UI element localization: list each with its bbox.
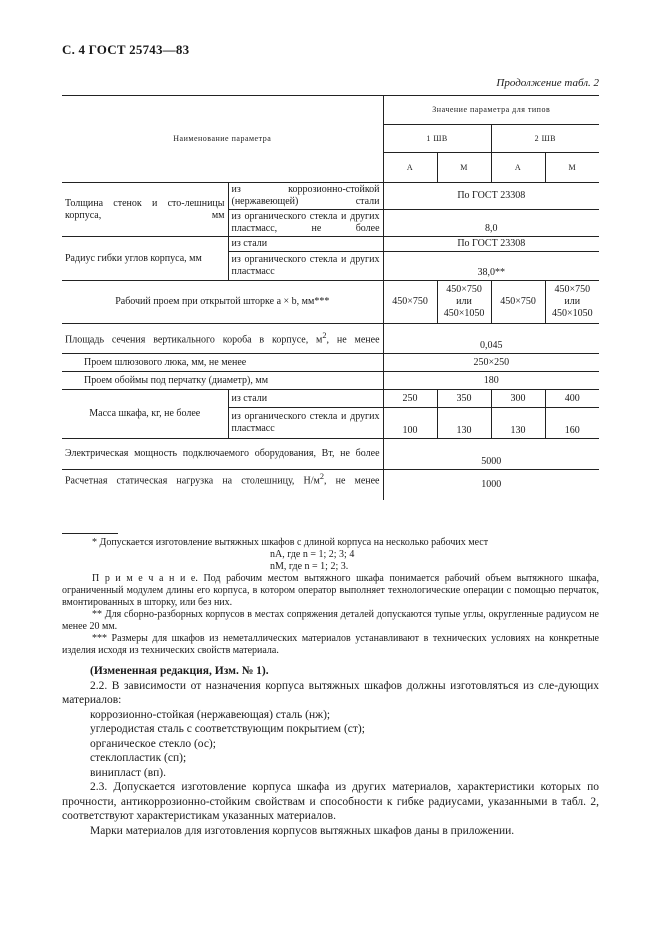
row-radius-steel-label: из стали — [228, 237, 383, 252]
row-section-area-value: 0,045 — [383, 324, 599, 354]
material-1: коррозионно-стойкая (нержавеющая) сталь (нж); — [90, 708, 331, 721]
paragraph-2-2: 2.2. В зависимости от назначения корпуса вытяжных шкафов должны изготовляться из сле-дующих материалов: — [62, 679, 599, 706]
row-load-name-b: , не менее — [324, 475, 380, 487]
paragraph-2-3: 2.3. Допускается изготовление корпуса шкафа из других материалов, характеристики которых по прочности, антикоррозионно-стойким свойствам и способности к гибке радиусами, указанными в табл. 2, соответствуют характеристикам указанных материалов. — [62, 781, 599, 822]
row-radius-plastic-label: из органического стекла и других пластмасс — [228, 252, 383, 281]
material-2: углеродистая сталь с соответствующим покрытием (ст); — [90, 723, 365, 735]
footnote-separator — [62, 533, 118, 534]
material-4: стеклопластик (сп); — [90, 752, 187, 764]
row-section-area-name — [62, 324, 383, 354]
row-mass-plastic-1a: 100 — [383, 408, 437, 439]
row-opening-name: Рабочий проем при открытой шторке a × b, мм*** — [62, 281, 383, 324]
row-mass-name: Масса шкафа, кг, не более — [62, 390, 228, 439]
row-load-name-a: Расчетная статическая нагрузка на столешницу, Н/м — [65, 475, 320, 487]
row-opening-1m-line1: 450×750 — [446, 284, 482, 295]
row-thickness-plastic-value: 8,0 — [383, 210, 599, 237]
row-load-name — [62, 470, 383, 500]
row-thickness-steel-value: По ГОСТ 23308 — [383, 183, 599, 210]
row-opening-1m-line2: или — [456, 296, 472, 307]
row-radius-plastic-value: 38,0** — [383, 252, 599, 281]
row-radius-steel-value: По ГОСТ 23308 — [383, 237, 599, 252]
note-text: Под рабочим местом вытяжного шкафа понимается рабочий объем вытяжного шкафа, ограниченный модулем длины его корпуса, в котором оператор выполняет технологические операции с помощью перчаток, вмонтированных в шторку, или без них. — [62, 573, 599, 608]
row-power-value: 5000 — [383, 439, 599, 470]
footnote-2: ** Для сборно-разборных корпусов в местах сопряжения деталей допускаются тупые углы, округленные радиусом не менее 20 мм. — [62, 609, 599, 632]
row-airlock-name: Проем шлюзового люка, мм, не менее — [62, 354, 383, 372]
row-mass-plastic-1m: 130 — [437, 408, 491, 439]
header-type-2: 2 ШВ — [491, 125, 599, 153]
row-opening-2m — [545, 281, 599, 324]
body-text — [62, 664, 599, 838]
row-opening-1m — [437, 281, 491, 324]
table-continuation-label: Продолжение табл. 2 — [496, 77, 599, 89]
row-mass-steel-1a: 250 — [383, 390, 437, 408]
footnote-1-formula-a: nА, где n = 1; 2; 3; 4 — [270, 549, 355, 560]
row-opening-2a: 450×750 — [491, 281, 545, 324]
footnotes — [62, 537, 599, 657]
row-mass-steel-1m: 350 — [437, 390, 491, 408]
page-header: С. 4 ГОСТ 25743—83 — [62, 42, 190, 57]
header-sub-m: М — [545, 153, 599, 183]
row-opening-2m-line1: 450×750 — [554, 284, 591, 295]
footnote-3: *** Размеры для шкафов из неметаллических материалов устанавливают в технических условиях на конкретные изделия исходя из технических свойств материала. — [62, 633, 599, 656]
row-mass-plastic-2m: 160 — [545, 408, 599, 439]
note — [62, 573, 599, 609]
header-type-1: 1 ШВ — [383, 125, 491, 153]
row-mass-plastic-2a: 130 — [491, 408, 545, 439]
paragraph-appendix: Марки материалов для изготовления корпусов вытяжных шкафов даны в приложении. — [90, 824, 515, 837]
row-airlock-value: 250×250 — [383, 354, 599, 372]
row-glove-port-value: 180 — [383, 372, 599, 390]
row-glove-port-name: Проем обоймы под перчатку (диаметр), мм — [62, 372, 383, 390]
header-sub-a: А — [491, 153, 545, 183]
material-3: органическое стекло (ос); — [90, 737, 216, 750]
row-thickness-plastic-label: из органического стекла и других пластмасс, не более — [228, 210, 383, 237]
row-mass-plastic-label: из органического стекла и других пластмасс — [228, 408, 383, 439]
row-mass-steel-label: из стали — [228, 390, 383, 408]
row-opening-2m-line2: или — [564, 296, 581, 307]
row-section-area-name-sup: 2 — [322, 331, 327, 341]
footnote-1-formula-m: nМ, где n = 1; 2; 3. — [270, 561, 349, 572]
footnote-1: * Допускается изготовление вытяжных шкафов с длиной корпуса на несколько рабочих мест — [92, 537, 489, 548]
row-mass-steel-2a: 300 — [491, 390, 545, 408]
parameters-table — [62, 95, 599, 500]
row-opening-1m-line3: 450×1050 — [443, 308, 485, 319]
row-opening-1a: 450×750 — [383, 281, 437, 324]
header-param-name: Наименование параметра — [62, 96, 383, 183]
note-label: П р и м е ч а н и е. — [92, 573, 198, 584]
row-section-area-name-b: , не менее — [326, 334, 380, 346]
row-section-area-name-a: Площадь сечения вертикального короба в корпусе, м — [65, 334, 323, 346]
row-power-name: Электрическая мощность подключаемого оборудования, Вт, не более — [62, 439, 383, 470]
header-sub-m: М — [437, 153, 491, 183]
row-thickness-steel-label: из коррозионно-стойкой (нержавеющей) стали — [228, 183, 383, 210]
row-thickness-name: Толщина стенок и сто-лешницы корпуса, мм — [62, 183, 228, 237]
header-sub-a: А — [383, 153, 437, 183]
material-5: винипласт (вп). — [90, 766, 167, 779]
edit-note: (Измененная редакция, Изм. № 1). — [90, 665, 269, 677]
row-radius-name: Радиус гибки углов корпуса, мм — [62, 237, 228, 281]
row-load-value: 1000 — [383, 470, 599, 500]
row-opening-2m-line3: 450×1050 — [551, 308, 593, 319]
header-param-value: Значение параметра для типов — [383, 96, 599, 125]
row-load-name-sup: 2 — [319, 472, 325, 481]
row-mass-steel-2m: 400 — [545, 390, 599, 408]
